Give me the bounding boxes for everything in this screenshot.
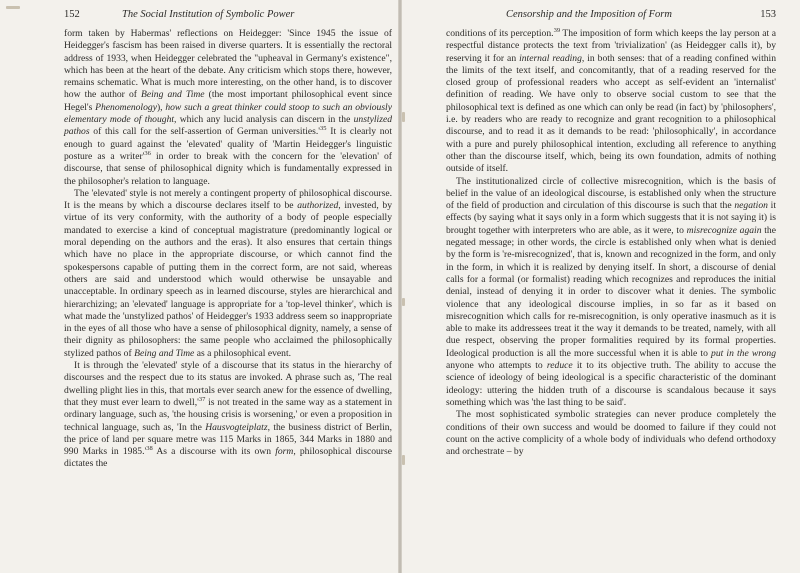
text-run: form taken by Habermas' reflections on Heidegger: 'Since 1945 the issue of Heidegger's fascism has been raised in diverse quarters. It is essentially the rectoral address of 1933, when Heidegger celebrated the "upheaval in Germany's existence", which has been at the heart of the debate. Any criticism which stops there, however, remains schematic. What is much more interesting, on the other hand, is to discover how the author of — [64, 28, 392, 101]
text-run: , which any lucid analysis can discern in the — [174, 114, 354, 126]
running-head-title: Censorship and the Imposition of Form — [506, 9, 672, 20]
italic-run: how such a great thinker could stoop to such an obviously elementary mode of thought — [64, 101, 392, 126]
text-run: , the business district of Berlin, the price of land per square metre was 115 Marks in 1865, 344 Marks in 1880 and 990 Marks in 1985.' — [64, 421, 392, 458]
italic-run: form — [275, 446, 294, 458]
text-run: it to its objective truth. The ability to accuse the science of ideology of being ideological is a specific characteristic of the dominant ideology: uttering the hidden truth of a discourse is scandalous because it says something which was 'the last thing to be said'. — [446, 360, 776, 408]
paragraph — [446, 28, 776, 176]
text-run: , in both senses: that of a reading confined within the limits of the text itself, and concomitantly, that of a reading reserved for the closed group of professional readers who accept as self-evident an 'internalist' definition of reading. We have only to observe social custom to see that the philosophical text is defined as one which can only be read (in fact) by 'philosophers', i.e. by readers who are ready to recognize and grant recognition to a philosophical discourse, and to read it as it demands to be read: 'philosophically', in accordance with a pure and purely philosophical intention, excluding all reference to anything other than the discourse itself, which, being its own foundation, admits of nothing outside of itself. — [446, 52, 776, 175]
text-run: in order to break with the concern for the 'elevation' of discourse, that sense of philosophical dignity which is fundamentally expressed in the philosopher's relation to language. — [64, 150, 393, 187]
paragraph — [64, 28, 392, 188]
italic-run: Phenomenology — [95, 101, 157, 113]
right-page — [402, 0, 800, 573]
paragraph — [64, 188, 392, 360]
italic-run: reduce — [546, 360, 573, 372]
text-run: as a philosophical event. — [194, 347, 292, 359]
italic-run: unstylized pathos — [64, 114, 392, 138]
footnote-ref: 39 — [553, 26, 561, 34]
text-run: conditions of its perception. — [446, 28, 554, 39]
italic-run: misrecognize again — [686, 224, 762, 236]
text-run: ), — [156, 101, 166, 113]
body-text — [446, 28, 776, 458]
footnote-ref: 37 — [198, 395, 206, 403]
text-run: , philosophical discourse dictates the — [64, 446, 392, 470]
italic-run: negation — [734, 200, 768, 212]
text-run: The imposition of form which keeps the lay person at a respectful distance protects the text from 'trivialization' (as Heidegger calls it), by reserving it for an — [446, 28, 776, 64]
text-run: the negated message; in other words, the circle is established only when what is denied by the form is 're-misrecognized', that is, known and recognized in the form, and only in the form, in which it is realized by denying itself. In short, a discourse of denial calls for a formal (or formalist) reading which recognizes and reproduces the initial denial, instead of denying it in order to discover what it denies. The symbolic violence that any ideological discourse implies, in so far as it based on misrecognition which calls for re-misrecognition, is only operative inasmuch as it is able to make its addressees treat it the way it demands to be treated, namely, with all due respect, observing the proper formalities required by its formal properties. Ideological production is all the more successful when it is able to — [446, 224, 776, 359]
text-run: it effects (by saying what it says only in a form which suggests that it is not saying it) is brought together with interpreters who are able, as it were, to — [446, 200, 776, 236]
text-run: It is clearly not enough to guard against the 'elevated' quality of 'Martin Heidegger's linguistic posture as a writer' — [64, 126, 393, 162]
text-run: As a discourse with its own — [152, 446, 276, 458]
body-text — [64, 28, 392, 471]
italic-run: Hausvogteiplatz — [205, 421, 268, 433]
paragraph — [64, 360, 392, 471]
italic-run: Being and Time — [141, 89, 205, 101]
text-run: (the most important philosophical event since Hegel's — [64, 89, 392, 113]
text-run: of this call for the self-assertion of German universities.' — [89, 126, 321, 138]
footnote-ref: 35 — [320, 125, 327, 133]
text-run: The institutionalized circle of collective misrecognition, which is the basis of belief in the value of an ideological discourse, is established only when the structure of the field of production and circulation of this discourse is such that the — [446, 175, 776, 212]
text-run: It is through the 'elevated' style of a discourse that its status in the hierarchy of discourses and the respect due to its status are invoked. A phrase such as, 'The real dwelling plight lies in this, that mortals ever search anew for the essence of dwelling, that they must ever learn to dwell,' — [64, 360, 392, 408]
italic-run: authorized — [297, 200, 339, 212]
italic-run: Being and Time — [134, 347, 195, 359]
italic-run: put in the wrong — [711, 347, 776, 359]
text-run: anyone who attempts to — [446, 360, 547, 372]
running-head-title: The Social Institution of Symbolic Power — [122, 9, 295, 20]
page-number: 153 — [760, 9, 776, 20]
pencil-mark — [402, 112, 405, 122]
text-run: The 'elevated' style is not merely a contingent property of philosophical discourse. It is the means by which a discourse declares itself to be — [64, 187, 392, 212]
text-run: is not treated in the same way as a statement in ordinary language, such as, 'the housing crisis is worsening,' or even a proposition in technical language, such as, 'In the — [64, 396, 392, 433]
italic-run: internal reading — [519, 52, 582, 64]
pencil-mark — [6, 6, 20, 9]
text-run: The most sophisticated symbolic strategies can never produce completely the conditions of their own success and would be doomed to failure if they could not count on the active complicity of a whole body of individuals who defend orthodoxy and orchestrate – by — [446, 409, 776, 458]
paragraph — [446, 176, 776, 410]
paragraph — [446, 409, 776, 458]
pencil-mark — [402, 455, 405, 465]
page-number: 152 — [64, 9, 80, 20]
left-page — [0, 0, 398, 573]
footnote-ref: 38 — [146, 444, 153, 452]
text-run: , invested, by virtue of its very conformity, with the authority of a body of people especially mandated to exercise a kind of conceptual magistrature (predominantly logical or moral depending on the authors and the eras). It also ensures that certain things which have no place in the appropriate discourse, or which cannot find the spokespersons capable of putting them in the correct form, are not said, whereas others are said and understood which would otherwise be unsayable and unacceptable. In ordinary speech as in learned discourse, styles are hierarchical and hierarchizing; an 'elevated' language is appropriate for a 'top-level thinker', which is what made the 'unstylized pathos' of Heidegger's 1933 address seem so inappropriate in the eyes of all those who have a sense of philosophical dignity, namely, a sense of their dignity as philosophers: the same people who acclaimed the philosophically stylized pathos of — [64, 200, 392, 359]
pencil-mark — [402, 298, 405, 306]
footnote-ref: 36 — [144, 149, 151, 157]
